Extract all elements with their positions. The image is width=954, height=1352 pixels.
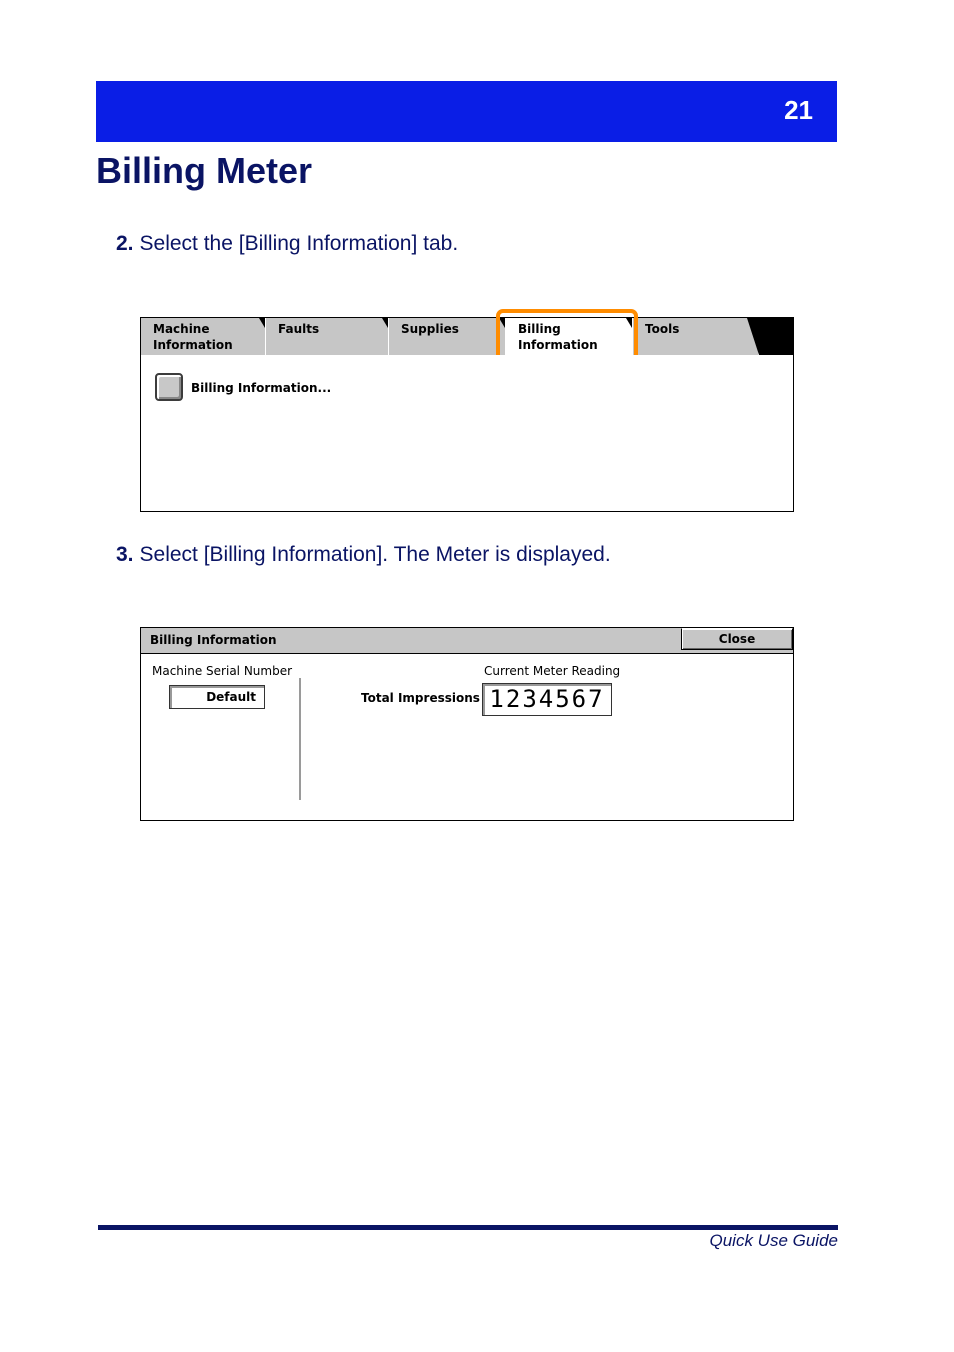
step-number: 3.: [116, 543, 134, 566]
tab-screen: [140, 317, 794, 512]
step-3: [116, 543, 611, 567]
page-number: 21: [784, 95, 813, 125]
tab-label: Faults: [278, 322, 320, 336]
divider: [299, 678, 301, 800]
billing-information-button-label: Billing Information...: [191, 381, 332, 395]
step-text: Select the [Billing Information] tab.: [139, 232, 459, 255]
billing-information-screen: [140, 627, 794, 821]
step-text: Select [Billing Information]. The Meter is displayed.: [139, 543, 611, 566]
default-button[interactable]: Default: [169, 685, 265, 709]
tab-label: Billing: [518, 322, 561, 336]
tab-supplies[interactable]: [389, 318, 506, 355]
tab-faults[interactable]: [266, 318, 389, 355]
screen-title: Billing Information: [150, 633, 277, 647]
title-bar: [141, 628, 793, 654]
footer-text: Quick Use Guide: [709, 1231, 838, 1250]
tab-tools[interactable]: [633, 318, 759, 355]
billing-information-button[interactable]: [155, 373, 183, 401]
tab-strip: [141, 318, 793, 355]
meter-reading-label: Current Meter Reading: [484, 664, 621, 678]
total-impressions-label: Total Impressions: [361, 691, 480, 705]
tab-content: [141, 355, 793, 511]
step-number: 2.: [116, 232, 134, 255]
meter-value: 1234567: [482, 683, 612, 716]
step-2: [116, 232, 458, 256]
header-bar: [96, 81, 837, 142]
serial-number-label: Machine Serial Number: [152, 664, 293, 678]
tab-label: Machine: [153, 322, 210, 336]
tab-label: Supplies: [401, 322, 459, 336]
tab-billing-information[interactable]: [506, 318, 633, 355]
tab-label: Information: [153, 338, 233, 352]
page-title: Billing Meter: [96, 150, 313, 191]
footer-rule: [98, 1225, 838, 1230]
tab-machine-information[interactable]: [141, 318, 266, 355]
tab-label: Information: [518, 338, 598, 352]
tab-label: Tools: [645, 322, 680, 336]
close-button[interactable]: Close: [681, 628, 793, 650]
